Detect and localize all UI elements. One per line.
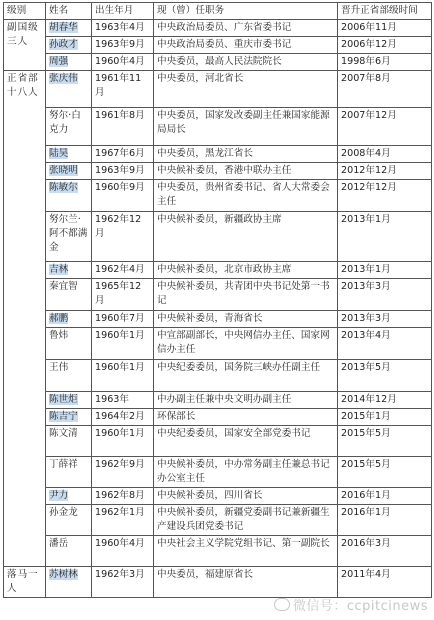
- name-cell: [46, 328, 92, 360]
- promoted-cell: 2012年12月: [338, 163, 432, 180]
- name-cell: [46, 108, 92, 146]
- post-cell: 中央政治局委员、广东省委书记: [154, 20, 338, 37]
- official-name: 苏树林: [49, 569, 78, 580]
- promoted-cell: 2007年12月: [338, 108, 432, 146]
- official-name: 潘岳: [49, 538, 69, 549]
- promoted-cell: 2016年1月: [338, 488, 432, 505]
- post-cell: 中央委员，河北省长: [154, 71, 338, 108]
- name-cell: [46, 54, 92, 71]
- wechat-icon: [274, 598, 290, 611]
- official-name: 胡春华: [49, 22, 78, 33]
- promoted-cell: 2013年1月: [338, 212, 432, 262]
- born-cell: 1964年2月: [92, 409, 154, 426]
- name-cell: [46, 457, 92, 488]
- promoted-cell: 2014年12月: [338, 392, 432, 409]
- promoted-cell: 2011年4月: [338, 567, 432, 598]
- post-cell: 中央纪委委员，国务院三峡办任副主任: [154, 360, 338, 392]
- official-name: 丁薛祥: [49, 459, 78, 470]
- born-cell: 1961年11月: [92, 71, 154, 108]
- wechat-watermark: [274, 595, 428, 614]
- born-cell: 1960年1月: [92, 360, 154, 392]
- born-cell: 1962年1月: [92, 505, 154, 536]
- born-cell: 1960年4月: [92, 54, 154, 71]
- promoted-cell: 2008年4月: [338, 146, 432, 163]
- group-label: 落马一人: [4, 567, 46, 598]
- post-cell: 中央委员，黑龙江省长: [154, 146, 338, 163]
- promoted-cell: 2013年5月: [338, 360, 432, 392]
- promoted-cell: 2013年1月: [338, 262, 432, 279]
- born-cell: 1960年1月: [92, 426, 154, 457]
- born-cell: 1962年4月: [92, 262, 154, 279]
- promoted-cell: 2015年1月: [338, 409, 432, 426]
- official-name: 孙金龙: [49, 507, 78, 518]
- born-cell: 1963年: [92, 392, 154, 409]
- post-cell: 中央候补委员，新疆党委副书记兼新疆生产建设兵团党委书记: [154, 505, 338, 536]
- table-row: [4, 505, 432, 536]
- group-label: 正省部十八人: [4, 71, 46, 567]
- born-cell: 1962年12月: [92, 212, 154, 262]
- official-name: 陆昊: [49, 148, 69, 159]
- promoted-cell: 2016年1月: [338, 505, 432, 536]
- name-cell: [46, 488, 92, 505]
- promoted-cell: 2013年3月: [338, 279, 432, 311]
- header-level: 级别: [4, 3, 46, 20]
- table-row: [4, 163, 432, 180]
- official-name: 孙政才: [49, 39, 78, 50]
- post-cell: 中央候补委员，共青团中央书记处第一书记: [154, 279, 338, 311]
- header-row: [4, 3, 432, 20]
- promoted-cell: 2016年3月: [338, 536, 432, 567]
- promoted-cell: 2006年11月: [338, 20, 432, 37]
- name-cell: [46, 71, 92, 108]
- name-cell: [46, 505, 92, 536]
- table-row: [4, 360, 432, 392]
- header-born: 出生年月: [92, 3, 154, 20]
- name-cell: [46, 536, 92, 567]
- name-cell: [46, 163, 92, 180]
- post-cell: 中央委员，国家发改委副主任兼国家能源局局长: [154, 108, 338, 146]
- table-row: [4, 426, 432, 457]
- official-name: 吉林: [49, 264, 69, 275]
- table-row: [4, 180, 432, 212]
- post-cell: 中央候补委员，中办常务副主任兼总书记办公室主任: [154, 457, 338, 488]
- post-cell: 环保部长: [154, 409, 338, 426]
- name-cell: [46, 311, 92, 328]
- name-cell: [46, 567, 92, 598]
- table-row: [4, 71, 432, 108]
- table-row: [4, 457, 432, 488]
- name-cell: [46, 279, 92, 311]
- born-cell: 1962年9月: [92, 457, 154, 488]
- name-cell: [46, 37, 92, 54]
- official-name: 张庆伟: [49, 73, 78, 84]
- born-cell: 1960年1月: [92, 328, 154, 360]
- post-cell: 中办副主任兼中央文明办副主任: [154, 392, 338, 409]
- born-cell: 1962年3月: [92, 567, 154, 598]
- official-name: 陈敏尔: [49, 182, 78, 193]
- name-cell: [46, 20, 92, 37]
- table-row: [4, 262, 432, 279]
- born-cell: 1963年9月: [92, 37, 154, 54]
- born-cell: 1960年4月: [92, 536, 154, 567]
- official-name: 郝鹏: [49, 313, 69, 324]
- promoted-cell: 2013年3月: [338, 311, 432, 328]
- group-label: 副国级三人: [4, 20, 46, 71]
- post-cell: 中央委员，最高人民法院院长: [154, 54, 338, 71]
- promoted-cell: 2007年8月: [338, 71, 432, 108]
- born-cell: 1963年4月: [92, 20, 154, 37]
- promoted-cell: 2015年5月: [338, 457, 432, 488]
- header-post: 现（曾）任职务: [154, 3, 338, 20]
- born-cell: 1967年6月: [92, 146, 154, 163]
- promoted-cell: 2006年12月: [338, 37, 432, 54]
- official-name: 鲁炜: [49, 330, 69, 341]
- born-cell: 1961年8月: [92, 108, 154, 146]
- post-cell: 中央候补委员，四川省长: [154, 488, 338, 505]
- table-row: [4, 108, 432, 146]
- post-cell: 中央候补委员，青海省长: [154, 311, 338, 328]
- name-cell: [46, 212, 92, 262]
- table-row: [4, 20, 432, 37]
- post-cell: 中央候补委员，新疆政协主席: [154, 212, 338, 262]
- table-row: [4, 279, 432, 311]
- table-row: [4, 409, 432, 426]
- table-row: [4, 146, 432, 163]
- name-cell: [46, 426, 92, 457]
- post-cell: 中央政治局委员、重庆市委书记: [154, 37, 338, 54]
- post-cell: 中央委员，福建原省长: [154, 567, 338, 598]
- watermark-text: 微信号：ccpitcinews: [292, 599, 428, 614]
- name-cell: [46, 146, 92, 163]
- header-name: 姓名: [46, 3, 92, 20]
- born-cell: 1962年8月: [92, 488, 154, 505]
- post-cell: 中宣部副部长，中央网信办主任、国家网信办主任: [154, 328, 338, 360]
- official-name: 努尔兰·阿不都满金: [49, 214, 88, 253]
- name-cell: [46, 360, 92, 392]
- born-cell: 1960年9月: [92, 180, 154, 212]
- officials-table: [3, 2, 432, 598]
- name-cell: [46, 180, 92, 212]
- table-row: [4, 488, 432, 505]
- official-name: 陈吉宁: [49, 411, 78, 422]
- official-name: 王伟: [49, 362, 69, 373]
- official-name: 努尔·白克力: [49, 110, 81, 135]
- post-cell: 中央候补委员，北京市政协主席: [154, 262, 338, 279]
- official-name: 张晓明: [49, 165, 78, 176]
- promoted-cell: 1998年6月: [338, 54, 432, 71]
- post-cell: 中央委员，贵州省委书记、省人大常委会主任: [154, 180, 338, 212]
- official-name: 周强: [49, 56, 69, 67]
- post-cell: 中央社会主义学院党组书记、第一副院长: [154, 536, 338, 567]
- born-cell: 1965年12月: [92, 279, 154, 311]
- table-row: [4, 536, 432, 567]
- header-promoted: 晋升正省部级时间: [338, 3, 432, 20]
- promoted-cell: 2012年12月: [338, 180, 432, 212]
- official-name: 陈世炬: [49, 394, 78, 405]
- table-row: [4, 54, 432, 71]
- post-cell: 中央纪委委员，国家安全部党委书记: [154, 426, 338, 457]
- official-name: 尹力: [49, 490, 69, 501]
- official-name: 秦宜智: [49, 281, 78, 292]
- born-cell: 1960年7月: [92, 311, 154, 328]
- table-row: [4, 212, 432, 262]
- promoted-cell: 2013年4月: [338, 328, 432, 360]
- name-cell: [46, 409, 92, 426]
- table-row: [4, 328, 432, 360]
- table-row: [4, 567, 432, 598]
- table-row: [4, 311, 432, 328]
- name-cell: [46, 392, 92, 409]
- name-cell: [46, 262, 92, 279]
- table-row: [4, 392, 432, 409]
- table-row: [4, 37, 432, 54]
- promoted-cell: 2015年5月: [338, 426, 432, 457]
- post-cell: 中央候补委员，香港中联办主任: [154, 163, 338, 180]
- official-name: 陈文清: [49, 428, 78, 439]
- born-cell: 1963年9月: [92, 163, 154, 180]
